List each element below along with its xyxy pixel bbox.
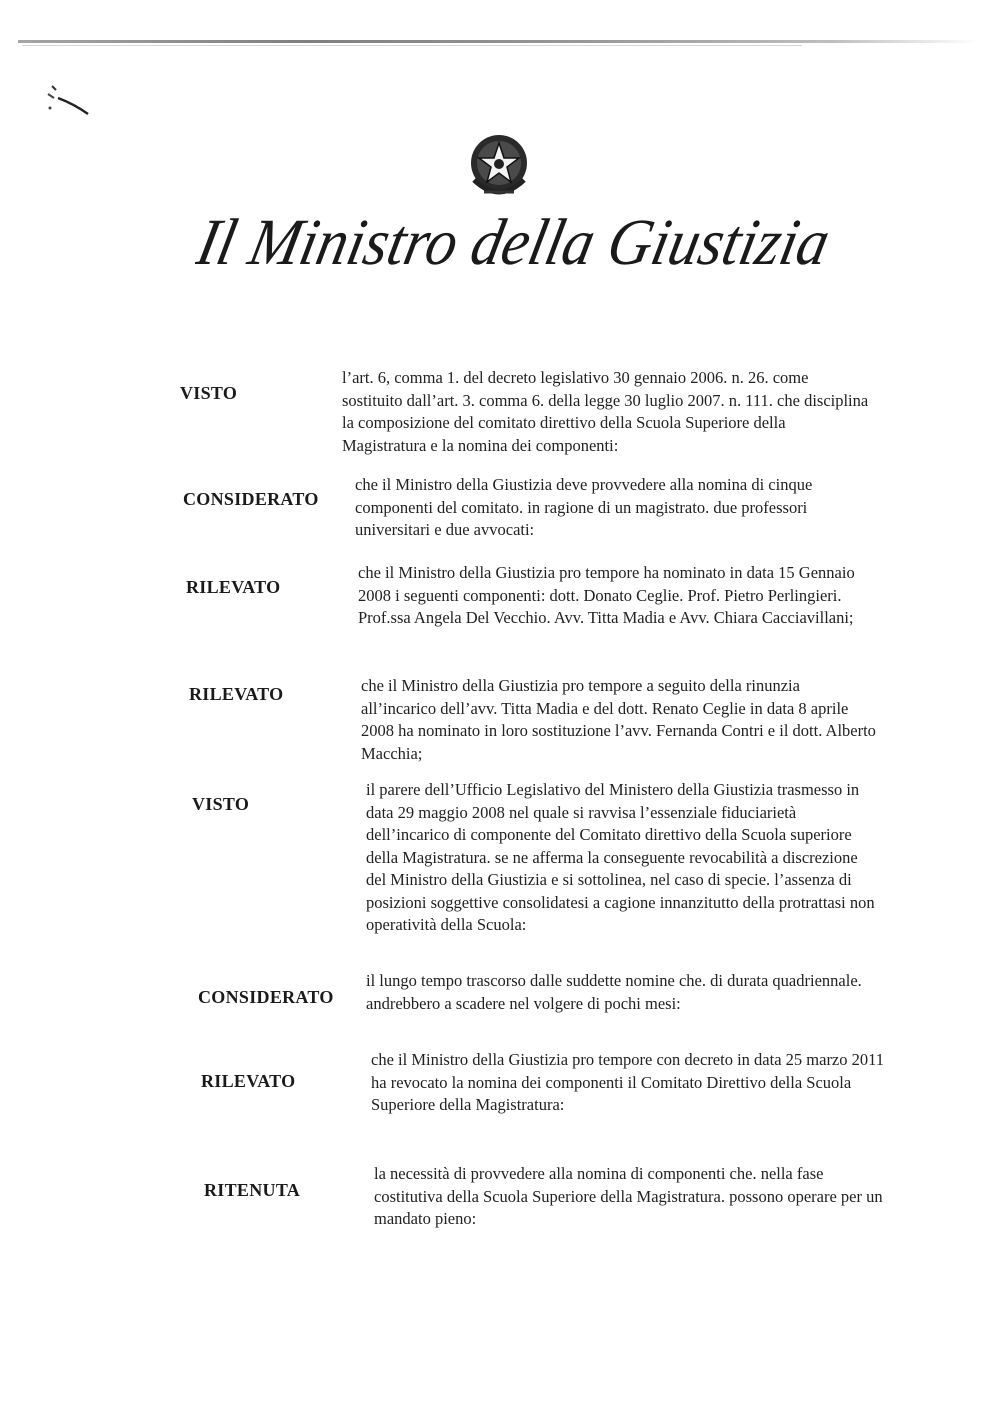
section-5-text: il parere dell’Ufficio Legislativo del Ministero della Giustizia trasmesso in data 29 maggio 2008 nel quale si ravvisa l’essenziale fiduciarietà dell’incarico di componente del Comitato direttivo della Scuola superiore della Magistratura. se ne afferma la conseguente revocabilità a discrezione del Ministro della Giustizia e si sottolinea, nel caso di specie. l’assenza di posizioni soggettive consolidatesi a cagione innanzitutto della protrattasi non operatività della Scuola:: [366, 780, 875, 934]
section-8-text: la necessità di provvedere alla nomina di componenti che. nella fase costitutiva della Scuola Superiore della Magistratura. possono operare per un mandato pieno:: [374, 1164, 883, 1228]
section-5-label: VISTO: [192, 794, 250, 814]
section-6-label: CONSIDERATO: [198, 987, 334, 1007]
ministry-title: Il Ministro della Giustizia: [195, 206, 835, 279]
section-7-text: che il Ministro della Giustizia pro tempore con decreto in data 25 marzo 2011 ha revocato la nomina dei componenti il Comitato Direttivo della Scuola Superiore della Magistratura:: [371, 1050, 885, 1114]
scan-smudge-mark: [30, 80, 100, 120]
section-4-text: che il Ministro della Giustizia pro tempore a seguito della rinunzia all’incarico dell’avv. Titta Madia e del dott. Renato Ceglie in data 8 aprile 2008 ha nominato in loro sostituzione l’avv. Fernanda Contri e il dott. Alberto Macchia;: [361, 676, 876, 763]
scan-artifact-line: [18, 40, 978, 43]
section-1-label: VISTO: [180, 383, 238, 403]
scan-artifact-line-secondary: [22, 45, 802, 46]
ministry-heading: [195, 192, 835, 287]
section-3-text: che il Ministro della Giustizia pro tempore ha nominato in data 15 Gennaio 2008 i seguenti componenti: dott. Donato Ceglie. Prof. Pietro Perlingieri. Prof.ssa Angela Del Vecchio. Avv. Titta Madia e Avv. Chiara Cacciavillani;: [358, 563, 855, 627]
section-6-text: il lungo tempo trascorso dalle suddette nomine che. di durata quadriennale. andrebbero a scadere nel volgere di pochi mesi:: [366, 971, 862, 1013]
italian-republic-emblem-icon: [462, 128, 536, 202]
section-1-text: l’art. 6, comma 1. del decreto legislativo 30 gennaio 2006. n. 26. come sostituito dall’art. 3. comma 6. della legge 30 luglio 2007. n. 111. che disciplina la composizione del comitato direttivo della Scuola Superiore della Magistratura e la nomina dei componenti:: [342, 368, 869, 455]
section-2-text: che il Ministro della Giustizia deve provvedere alla nomina di cinque componenti del comitato. in ragione di un magistrato. due professori universitari e due avvocati:: [355, 475, 813, 539]
section-2-label: CONSIDERATO: [183, 489, 319, 509]
section-4-label: RILEVATO: [189, 684, 284, 704]
section-7-label: RILEVATO: [201, 1071, 296, 1091]
section-8-label: RITENUTA: [204, 1180, 301, 1200]
section-3-label: RILEVATO: [186, 577, 281, 597]
